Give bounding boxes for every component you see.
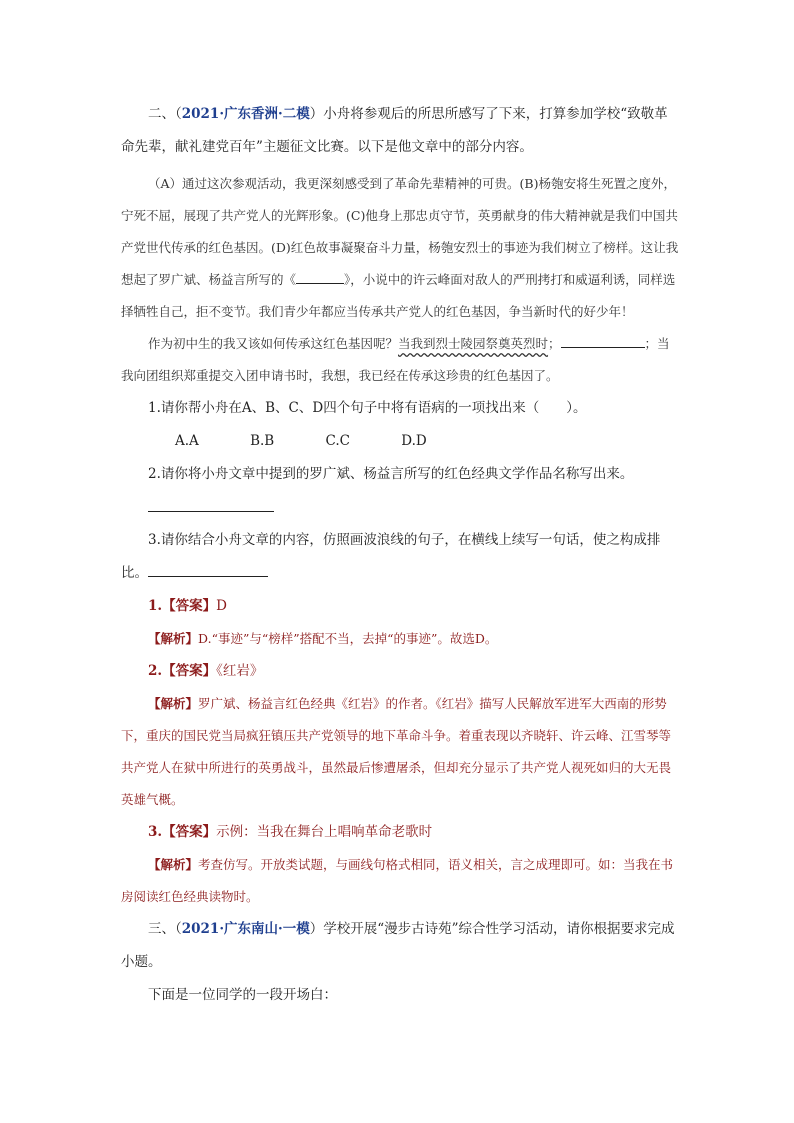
question-source: 2021·广东南山·一模 [181,921,310,937]
question-source: 2021·广东香洲·二模 [181,106,310,122]
question-2-stem: 二、（2021·广东香洲·二模）小舟将参观后的所思所感写了下来，打算参加学校“致敬革命先辈，献礼建党百年”主题征文比赛。以下是他文章中的部分内容。 [121,106,668,155]
answer-options [121,425,681,458]
explanation-3: 【解析】考查仿写。开放类试题，与画线句格式相同，语义相关，言之成理即可。如：当我在书房阅读红色经典读物时。 [121,857,674,904]
sub-question-2: 2.请你将小舟文章中提到的罗广斌、杨益言所写的红色经典文学作品名称写出来。 [148,466,634,482]
answer-line-2[interactable] [148,491,274,512]
option-d: D.D [401,433,427,449]
passage-paragraph-1: （A）通过这次参观活动，我更深刻感受到了革命先辈精神的可贵。(B)杨匏安将生死置之度外，宁死不屈，展现了共产党人的光辉形象。(C)他身上那忠贞守节，英勇献身的伟大精神就是我们中国共产党世代传承的红色基因。(D)红色故事凝聚奋斗力量，杨匏安烈士的事迹为我们树立了榜样。这让我想起了罗广斌、杨益言所写的《 》，小说中的许云峰面对敌人的严刑拷打和威逼利诱，同样选择牺牲自己，拒不变节。我们青少年都应当传承共产党人的红色基因，争当新时代的好少年！ [121,176,679,319]
answer-2: 2.【答案】《红岩》 [148,663,264,679]
document-content [121,98,681,1012]
explanation-2: 【解析】罗广斌、杨益言红色经典《红岩》的作者。《红岩》描写人民解放军进军大西南的形势下，重庆的国民党当局疯狂镇压共产党领导的地下革命斗争。着重表现以齐晓轩、许云峰、江雪琴等共产党人在狱中所进行的英勇战斗，虽然最后惨遭屠杀，但却充分显示了共产党人视死如归的大无畏英雄气概。 [121,696,672,807]
fill-blank[interactable] [148,562,268,577]
option-a: A.A [175,433,199,449]
fill-blank[interactable] [296,269,344,284]
passage-paragraph-2: 作为初中生的我又该如何传承这红色基因呢？当我到烈士陵园祭奠英烈时； ；当我向团组织郑重提交入团申请书时，我想，我已经在传承这珍贵的红色基因了。 [121,328,681,392]
answer-3: 3.【答案】示例：当我在舞台上唱响革命老歌时 [148,824,433,840]
answer-1: 1.【答案】D [148,598,227,614]
sub-question-1: 1.请你帮小舟在A、B、C、D四个句子中将有语病的一项找出来（ ）。 [148,400,587,416]
explanation-1: 【解析】D.“事迹”与“榜样”搭配不当，去掉“的事迹”。故选D。 [148,631,498,646]
question-3-line: 下面是一位同学的一段开场白： [148,987,337,1003]
wavy-underlined-sentence: 当我到烈士陵园祭奠英烈时 [398,336,549,351]
sub-question-3: 3.请你结合小舟文章的内容，仿照画波浪线的句子，在横线上续写一句话，使之构成排比。 [121,532,661,581]
question-3-stem: 三、（2021·广东南山·一模）学校开展“漫步古诗苑”综合性学习活动，请你根据要求完成小题。 [121,921,675,970]
fill-blank[interactable] [561,333,645,348]
option-c: C.C [325,433,350,449]
option-b: B.B [250,433,275,449]
